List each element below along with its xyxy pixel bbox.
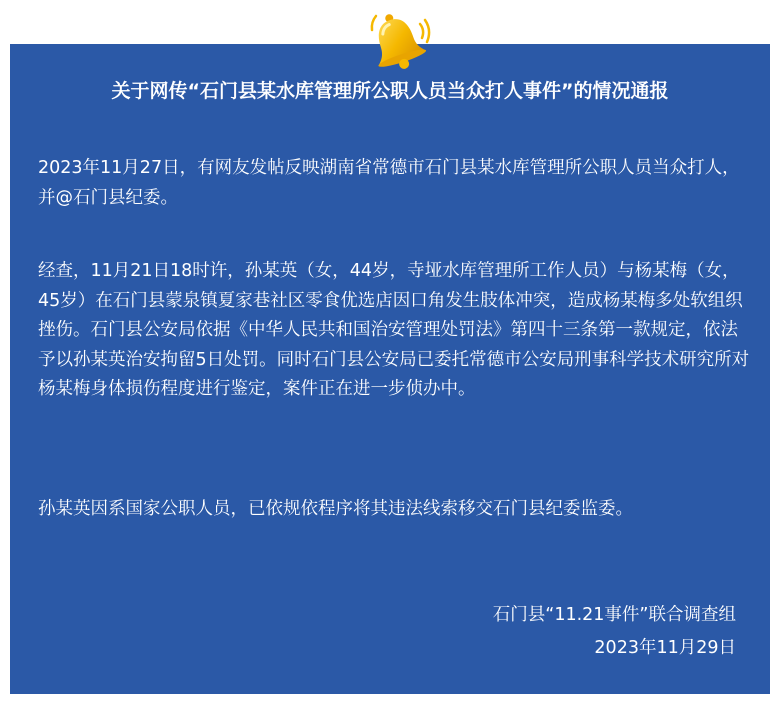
- notice-title: 关于网传“石门县某水库管理所公职人员当众打人事件”的情况通报: [111, 80, 669, 102]
- bell-icon: [362, 8, 432, 74]
- paragraph-disposition: 孙某英因系国家公职人员，已依规依程序将其违法线索移交石门县纪委监委。: [38, 499, 633, 519]
- signature-date: 2023年11月29日: [594, 638, 736, 658]
- signature-organization: 石门县“11.21事件”联合调查组: [492, 605, 736, 625]
- paragraph-investigation: 经查，11月21日18时许，孙某英（女，44岁，寺垭水库管理所工作人员）与杨某梅（女，45岁）在石门县蒙泉镇夏家巷社区零食优选店因口角发生肢体冲突，造成杨某梅多处软组织挫伤。石门县公安局依据《中华人民共和国治安管理处罚法》第四十三条第一款规定，依法予以孙某英治安拘留5日处罚。同时石门县公安局已委托常德市公安局刑事科学技术研究所对杨某梅身体损伤程度进行鉴定，案件正在进一步侦办中。: [38, 261, 750, 399]
- paragraph-report: 2023年11月27日，有网友发帖反映湖南省常德市石门县某水库管理所公职人员当众打人，并@石门县纪委。: [38, 158, 740, 208]
